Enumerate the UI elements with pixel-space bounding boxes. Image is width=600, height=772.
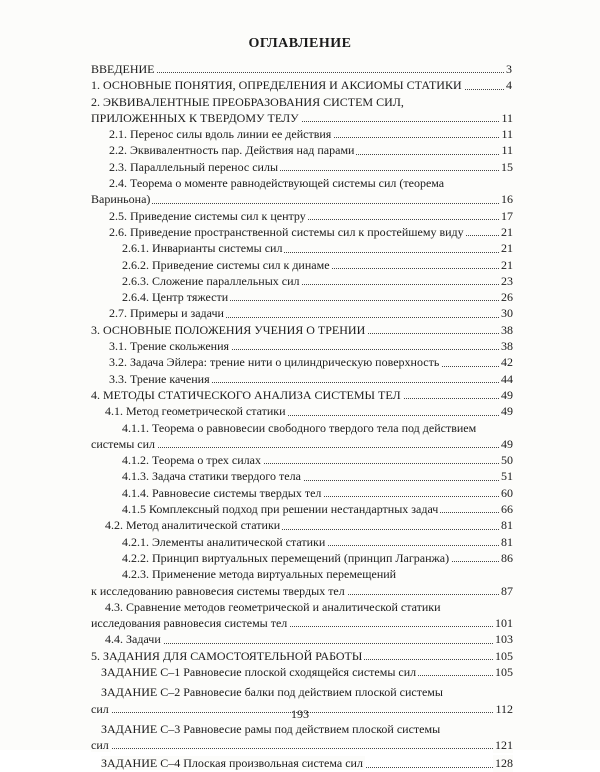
toc-entry-page: 121 [495, 738, 513, 753]
toc-entry-title: 3. ОСНОВНЫЕ ПОЛОЖЕНИЯ УЧЕНИЯ О ТРЕНИИ [91, 322, 366, 337]
toc-entry-title-continuation: исследования равновесия системы тел [91, 616, 288, 631]
toc-entry[interactable] [0, 224, 600, 240]
toc-entry[interactable] [0, 126, 600, 142]
toc-entry-title-continuation: сил [91, 701, 109, 716]
toc-entry-title: 4.2.2. Принцип виртуальных перемещений (принцип Лагранжа) [122, 550, 450, 565]
toc-entry[interactable] [0, 550, 600, 566]
leader-dots [91, 203, 513, 204]
toc-entry-title: ЗАДАНИЕ С–1 Равновесие плоской сходящейся системы сил [101, 664, 417, 679]
toc-entry-title: 4.1.2. Теорема о трех силах [122, 453, 261, 468]
toc-entry-page: 11 [501, 127, 513, 142]
toc-entry-page: 16 [501, 192, 513, 207]
toc-entry-title: ЗАДАНИЕ С–2 Равновесие балки под действием плоской системы [101, 685, 443, 700]
toc-entry-page: 38 [501, 339, 513, 354]
toc-entry-page: 11 [501, 110, 513, 125]
toc-entry-title: 4.3. Сравнение методов геометрической и аналитической статики [105, 599, 441, 614]
toc-entry-title-continuation: системы сил [91, 436, 156, 451]
toc-entry-title: 4. МЕТОДЫ СТАТИЧЕСКОГО АНАЛИЗА СИСТЕМЫ ТЕЛ [91, 387, 401, 402]
toc-entry-page: 23 [501, 273, 513, 288]
toc-entry[interactable] [0, 648, 600, 664]
toc-entry-title: 4.1.5 Комплексный подход при решении нестандартных задач [122, 502, 439, 517]
toc-entry[interactable] [0, 452, 600, 468]
toc-entry-title: 4.1.4. Равновесие системы твердых тел [122, 485, 322, 500]
toc-entry-title: 5. ЗАДАНИЯ ДЛЯ САМОСТОЯТЕЛЬНОЙ РАБОТЫ [91, 648, 363, 663]
toc-entry[interactable] [0, 755, 600, 771]
toc-entry-title: 2.6.3. Сложение параллельных сил [122, 273, 300, 288]
toc-entry[interactable] [0, 240, 600, 256]
toc-entry-title: 1. ОСНОВНЫЕ ПОНЯТИЯ, ОПРЕДЕЛЕНИЯ И АКСИОМЫ СТАТИКИ [91, 78, 462, 93]
toc-entry[interactable] [0, 354, 600, 370]
page-title: ОГЛАВЛЕНИЕ [248, 36, 352, 51]
toc-entry-title: 2.6.1. Инварианты системы сил [122, 241, 283, 256]
toc-entry-page: 49 [501, 404, 513, 419]
toc-entry[interactable] [0, 501, 600, 517]
toc-entry[interactable] [0, 371, 600, 387]
toc-entry[interactable] [0, 208, 600, 224]
leader-dots [91, 748, 513, 749]
toc-entry-title: 2.5. Приведение системы сил к центру [109, 208, 306, 223]
toc-entry-title: 2.6. Приведение пространственной системы сил к простейшему виду [109, 224, 464, 239]
toc-entry-page: 17 [501, 208, 513, 223]
toc-entry[interactable] [0, 631, 600, 647]
toc-entry-page: 105 [495, 664, 513, 679]
toc-entry-title: ВВЕДЕНИЕ [91, 62, 155, 76]
toc-entry-title: 3.1. Трение скольжения [109, 339, 230, 354]
toc-entry-page: 86 [501, 550, 513, 565]
toc-entry[interactable] [0, 61, 600, 77]
toc-entry[interactable] [0, 175, 600, 208]
toc-entry-title: 3.3. Трение качения [109, 371, 210, 386]
toc-entry[interactable] [0, 534, 600, 550]
toc-entry[interactable] [0, 468, 600, 484]
toc-entry-title: 2.7. Примеры и задачи [109, 306, 224, 321]
toc-entry-page: 128 [495, 756, 513, 771]
toc-entry-page: 3 [506, 62, 512, 76]
toc-entry-page: 21 [501, 257, 513, 272]
toc-entry-title: 2. ЭКВИВАЛЕНТНЫЕ ПРЕОБРАЗОВАНИЯ СИСТЕМ СИЛ, [91, 94, 404, 109]
toc-entry-page: 60 [501, 485, 513, 500]
toc-entry[interactable] [0, 420, 600, 453]
toc-entry[interactable] [0, 721, 600, 754]
toc-entry[interactable] [0, 159, 600, 175]
toc-entry-page: 38 [501, 322, 513, 337]
toc-entry-page: 50 [501, 453, 513, 468]
toc-entry-page: 21 [501, 224, 513, 239]
toc-entry-page: 81 [501, 534, 513, 549]
toc-entry-page: 51 [501, 469, 513, 484]
toc-entry-page: 112 [495, 701, 513, 716]
page-number: 193 [291, 707, 309, 721]
toc-entry[interactable] [0, 305, 600, 321]
toc-entry-title: 2.1. Перенос силы вдоль линии ее действия [109, 127, 332, 142]
toc-entry-title: 3.2. Задача Эйлера: трение нити о цилиндрическую поверхность [109, 355, 440, 370]
toc-entry-page: 87 [501, 583, 513, 598]
toc-entry[interactable] [0, 289, 600, 305]
toc-entry[interactable] [0, 664, 600, 680]
toc-entry-page: 105 [495, 648, 513, 663]
toc-entry[interactable] [0, 599, 600, 632]
toc-entry-title: 4.4. Задачи [105, 632, 161, 647]
toc-entry-page: 42 [501, 355, 513, 370]
toc-entry[interactable] [0, 257, 600, 273]
toc-entry-page: 26 [501, 290, 513, 305]
toc-entry-title-continuation: ПРИЛОЖЕННЫХ К ТВЕРДОМУ ТЕЛУ [91, 110, 299, 125]
toc-entry-page: 21 [501, 241, 513, 256]
toc-entry[interactable] [0, 322, 600, 338]
toc-entry-page: 44 [501, 371, 513, 386]
toc-entry-page: 4 [506, 78, 512, 93]
leader-dots [105, 643, 513, 644]
toc-entry-page: 30 [501, 306, 513, 321]
toc-entry-page: 103 [495, 632, 513, 647]
toc-entry-title: 4.2. Метод аналитической статики [105, 518, 281, 533]
table-of-contents [0, 61, 600, 772]
toc-entry-page: 101 [495, 616, 513, 631]
toc-entry-title: ЗАДАНИЕ С–3 Равновесие рамы под действием плоской системы [101, 721, 441, 736]
toc-entry[interactable] [0, 94, 600, 127]
toc-entry[interactable] [0, 485, 600, 501]
toc-entry[interactable] [0, 338, 600, 354]
toc-entry[interactable] [0, 517, 600, 533]
toc-entry-title: 4.1.3. Задача статики твердого тела [122, 469, 301, 484]
toc-entry[interactable] [0, 273, 600, 289]
toc-entry-title-continuation: Вариньона) [91, 192, 151, 207]
toc-entry[interactable] [0, 403, 600, 419]
toc-entry-title: 2.2. Эквивалентность пар. Действия над парами [109, 143, 355, 158]
toc-entry-page: 49 [501, 387, 513, 402]
toc-entry-page: 15 [501, 159, 513, 174]
toc-entry-title: 2.6.4. Центр тяжести [122, 290, 229, 305]
toc-entry[interactable] [0, 77, 600, 93]
toc-entry-title: 4.1. Метод геометрической статики [105, 404, 286, 419]
toc-entry-title: ЗАДАНИЕ С–4 Плоская произвольная система сил [101, 756, 363, 771]
toc-entry[interactable] [0, 142, 600, 158]
toc-entry-page: 66 [501, 502, 513, 517]
toc-entry-page: 81 [501, 518, 513, 533]
leader-dots [91, 712, 513, 713]
toc-entry[interactable] [0, 566, 600, 599]
toc-entry-title: 2.6.2. Приведение системы сил к динаме [122, 257, 330, 272]
toc-entry-page: 49 [501, 436, 513, 451]
toc-entry-title: 2.4. Теорема о моменте равнодействующей системы сил (теорема [109, 176, 445, 191]
toc-entry-title: 2.3. Параллельный перенос силы [109, 159, 279, 174]
toc-entry-title: 4.2.1. Элементы аналитической статики [122, 534, 326, 549]
toc-entry-title-continuation: сил [91, 738, 109, 753]
toc-entry-title-continuation: к исследованию равновесия системы твердых тел [91, 583, 345, 598]
toc-entry[interactable] [0, 387, 600, 403]
toc-entry-title: 4.1.1. Теорема о равновесии свободного твердого тела под действием [122, 420, 477, 435]
toc-entry-title: 4.2.3. Применение метода виртуальных перемещений [122, 567, 397, 582]
toc-entry-page: 11 [501, 143, 513, 158]
